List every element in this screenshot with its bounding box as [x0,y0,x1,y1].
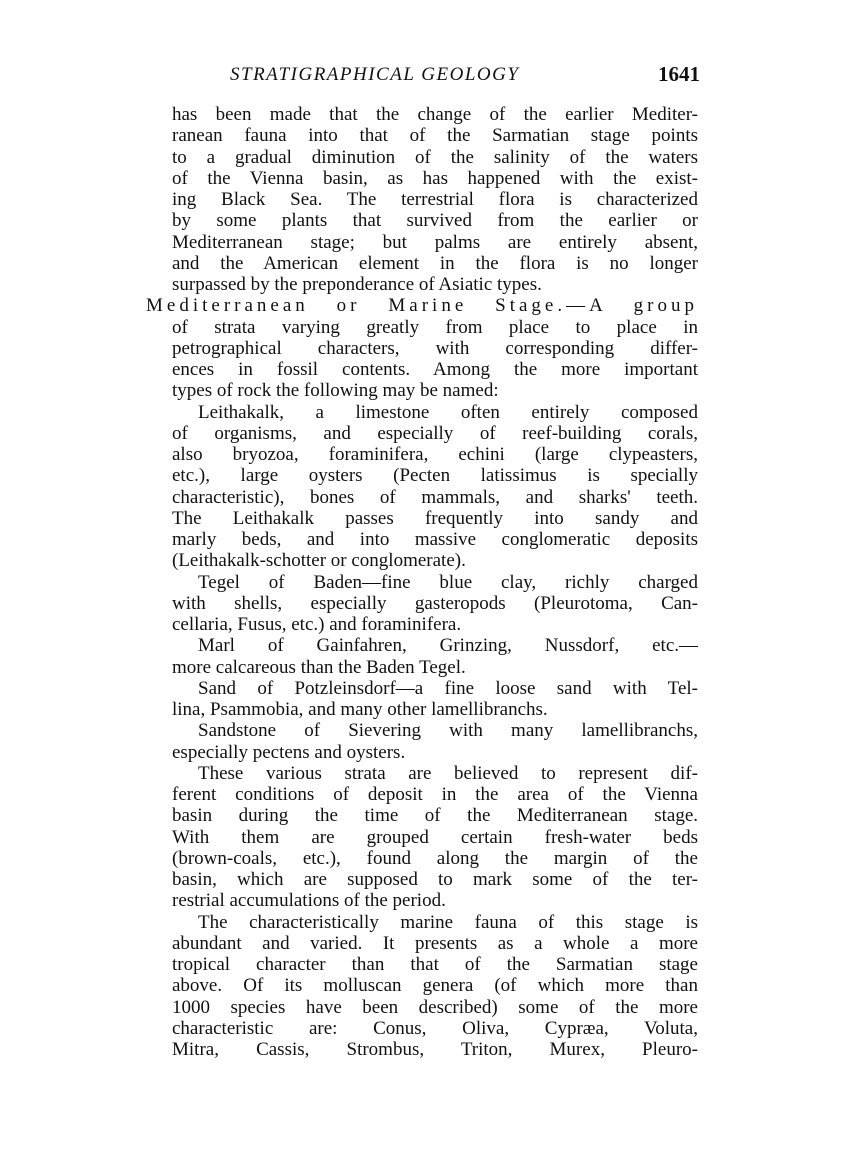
text-line: With them are grouped certain fresh-water beds [172,826,698,848]
text-line: Tegel of Baden—fine blue clay, richly charged [198,571,698,593]
body-text [146,104,698,1060]
text-line: cellaria, Fusus, etc.) and foraminifera. [172,614,462,635]
text-line: Mitra, Cassis, Strombus, Triton, Murex, Pleuro- [172,1039,698,1060]
text-line: types of rock the following may be named: [172,380,499,402]
text-line: Marl of Gainfahren, Grinzing, Nussdorf, etc.— [198,635,698,657]
text-line: (brown-coals, etc.), found along the margin of the [172,847,698,869]
text-line: 1000 species have been described) some of the more [172,996,698,1018]
entry-heading-line: Mediterranean or Marine Stage.—A group [146,295,698,317]
text-line: characteristic), bones of mammals, and sharks' teeth. [172,486,698,508]
running-head [172,62,700,90]
text-line: to a gradual diminution of the salinity of the waters [172,146,698,168]
text-line: abundant and varied. It presents as a whole a more [172,932,698,954]
text-line: restrial accumulations of the period. [172,890,446,912]
text-line: ranean fauna into that of the Sarmatian stage points [172,125,698,147]
running-title: STRATIGRAPHICAL GEOLOGY [230,64,520,85]
text-line: ing Black Sea. The terrestrial flora is characterized [172,189,698,210]
text-line: above. Of its molluscan genera (of which more than [172,975,698,997]
text-line: The Leithakalk passes frequently into sandy and [172,507,698,529]
text-line: The characteristically marine fauna of this stage is [198,911,698,933]
text-line: of strata varying greatly from place to place in [172,316,698,338]
text-line: and the American element in the flora is no longer [172,252,698,274]
text-line: by some plants that survived from the earlier or [172,210,698,232]
text-line: petrographical characters, with corresponding differ- [172,337,698,359]
text-line: marly beds, and into massive conglomeratic deposits [172,529,698,550]
text-line: more calcareous than the Baden Tegel. [172,656,466,678]
text-line: Sand of Potzleinsdorf—a fine loose sand with Tel- [198,677,698,699]
text-line: ences in fossil contents. Among the more important [172,359,698,380]
text-line: basin, which are supposed to mark some of the ter- [172,869,698,890]
text-line: especially pectens and oysters. [172,741,406,763]
text-line: These various strata are believed to represent dif- [198,762,698,784]
text-line: also bryozoa, foraminifera, echini (large clypeasters, [172,444,698,465]
text-line: surpassed by the preponderance of Asiatic types. [172,274,542,295]
text-line: with shells, especially gasteropods (Pleurotoma, Can- [172,592,698,614]
text-line: lina, Psammobia, and many other lamellibranchs. [172,699,548,720]
text-line: etc.), large oysters (Pecten latissimus is specially [172,465,698,487]
text-line: (Leithakalk-schotter or conglomerate). [172,550,466,572]
text-line: of organisms, and especially of reef-building corals, [172,422,698,444]
text-line: Mediterranean stage; but palms are entirely absent, [172,231,698,253]
text-line: Sandstone of Sievering with many lamellibranchs, [198,720,698,742]
page-number: 1641 [658,62,700,86]
text-line: Leithakalk, a limestone often entirely composed [198,401,698,423]
text-line: tropical character than that of the Sarmatian stage [172,954,698,975]
text-line: has been made that the change of the earlier Mediter- [172,104,698,125]
text-line: basin during the time of the Mediterranean stage. [172,805,698,827]
text-line: of the Vienna basin, as has happened with the exist- [172,167,698,189]
text-line: characteristic are: Conus, Oliva, Cypræa, Voluta, [172,1017,698,1039]
text-line: ferent conditions of deposit in the area of the Vienna [172,784,698,805]
